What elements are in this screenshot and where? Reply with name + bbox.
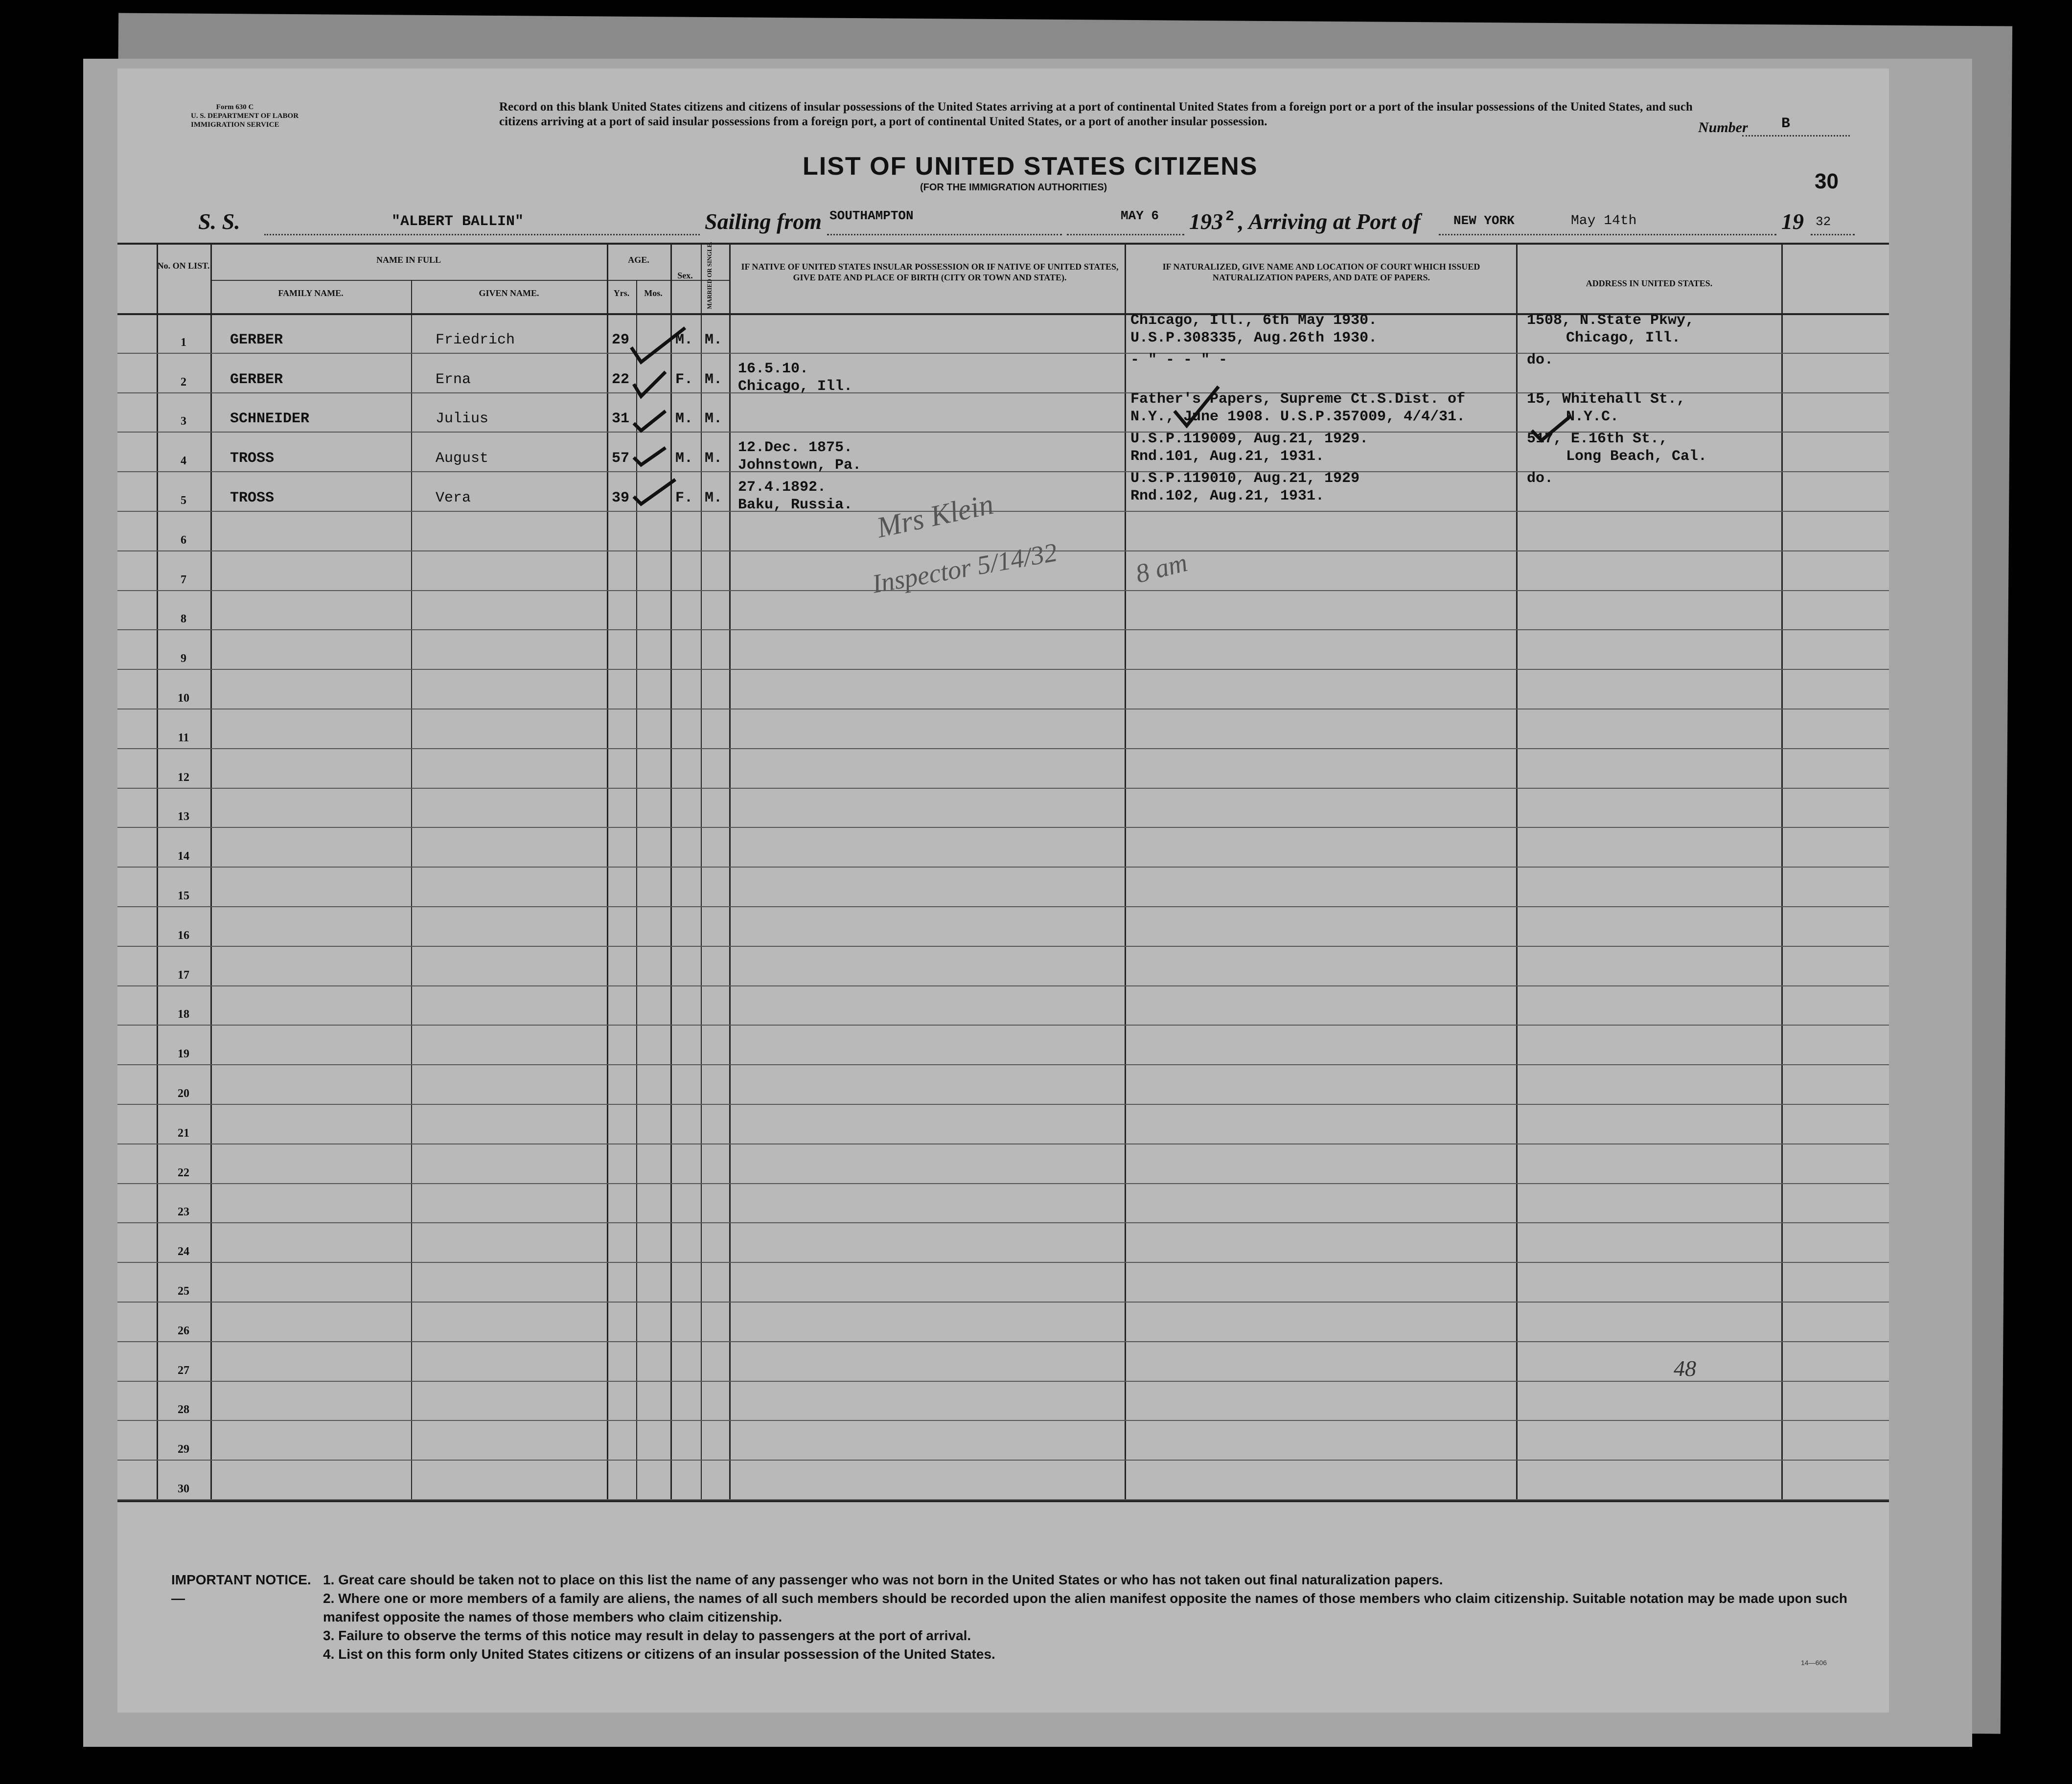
- arriving-label: , Arriving at Port of: [1238, 209, 1421, 234]
- sailing-year-prefix: 193: [1189, 209, 1223, 234]
- entry-given: Vera: [436, 490, 471, 506]
- column-divider: [411, 280, 412, 1500]
- row-number: 19: [178, 1048, 189, 1061]
- sailing-label: Sailing from: [705, 209, 822, 234]
- form-instructions: Record on this blank United States citizens and citizens of insular possessions of the United States arriving at a port of continental United States from a foreign port or a port of the insular possessions of the United States, and such citizens arriving at a port of said insular possessions from a foreign port, a port of continental United States, or a port of another insular possession.: [499, 100, 1693, 128]
- arrival-date: May 14th: [1571, 213, 1637, 229]
- entry-addr1: 1508, N.State Pkwy,: [1527, 312, 1695, 329]
- arrival-year-prefix: 19: [1781, 209, 1804, 234]
- row-number: 21: [178, 1126, 189, 1140]
- entry-marital: M.: [705, 371, 723, 388]
- header-native-birth: IF NATIVE OF UNITED STATES INSULAR POSSESSION OR IF NATIVE OF UNITED STATES, GIVE DATE AND PLACE OF BIRTH (CITY OR TOWN AND STATE).: [741, 262, 1119, 282]
- header-given-name: GIVEN NAME.: [479, 288, 539, 298]
- entry-given: Erna: [436, 371, 471, 388]
- row-number: 10: [178, 692, 189, 705]
- entry-birth2: Chicago, Ill.: [738, 378, 853, 395]
- row-number: 15: [178, 890, 189, 902]
- entry-birth1: 12.Dec. 1875.: [738, 439, 853, 457]
- entry-birth1: 16.5.10.: [738, 360, 809, 377]
- row-rule: [117, 1104, 1889, 1105]
- row-number: 17: [178, 968, 189, 982]
- table-bottom-rule: [117, 1500, 1889, 1502]
- entry-yrs: 29: [612, 331, 630, 348]
- row-number: 18: [178, 1008, 189, 1021]
- header-married-single: MARRIED OR SINGLE.: [706, 242, 713, 309]
- row-number: 30: [178, 1483, 189, 1495]
- form-department: U. S. DEPARTMENT OF LABOR: [191, 112, 299, 120]
- handwritten-note-time: 8 am: [1132, 548, 1191, 589]
- notice-item: 4. List on this form only United States citizens or citizens of an insular possession of the United States.: [323, 1647, 995, 1662]
- row-number: 22: [178, 1166, 189, 1179]
- row-number: 23: [178, 1206, 189, 1219]
- entry-birth2: Johnstown, Pa.: [738, 457, 862, 474]
- row-number: 3: [181, 415, 186, 428]
- row-number: 2: [181, 375, 186, 389]
- entry-family: SCHNEIDER: [230, 411, 310, 428]
- row-rule: [117, 748, 1889, 749]
- header-family-name: FAMILY NAME.: [278, 288, 344, 298]
- entry-nat1: U.S.P.119009, Aug.21, 1929.: [1130, 431, 1369, 448]
- row-number: 4: [181, 455, 186, 468]
- entry-nat1: U.S.P.119010, Aug.21, 1929: [1130, 470, 1360, 487]
- row-number: 6: [181, 533, 186, 547]
- row-rule: [117, 827, 1889, 828]
- row-rule: [117, 1341, 1889, 1342]
- notice-list: [323, 1571, 1855, 1664]
- citizens-list-form: [117, 69, 1889, 1713]
- ship-name: "ALBERT BALLIN": [391, 213, 524, 230]
- header-name-in-full: NAME IN FULL: [376, 255, 441, 265]
- row-rule: [117, 1222, 1889, 1223]
- entry-addr1: 517, E.16th St.,: [1527, 431, 1668, 448]
- entry-nat2: N.Y., June 1908. U.S.P.357009, 4/4/31.: [1130, 409, 1466, 426]
- row-number: 20: [178, 1087, 189, 1100]
- entry-marital: M.: [705, 490, 723, 506]
- entry-addr2: Long Beach, Cal.: [1566, 448, 1707, 465]
- sailing-date: MAY 6: [1121, 208, 1159, 223]
- header-sex: Sex.: [677, 271, 693, 280]
- row-rule: [117, 471, 1889, 472]
- row-number: 11: [178, 731, 189, 744]
- arrival-port: NEW YORK: [1453, 213, 1515, 228]
- handwritten-note-inspector: Inspector 5/14/32: [870, 537, 1059, 599]
- page-number: 30: [1815, 169, 1839, 193]
- number-value: B: [1781, 115, 1791, 132]
- entry-nat1: Father's Papers, Supreme Ct.S.Dist. of: [1130, 391, 1466, 408]
- row-rule: [117, 1183, 1889, 1184]
- entry-addr2: N.Y.C.: [1566, 409, 1619, 426]
- row-rule: [117, 511, 1889, 512]
- row-number: 28: [178, 1403, 189, 1417]
- sailing-year-suffix: 2: [1225, 208, 1235, 225]
- header-address: ADDRESS IN UNITED STATES.: [1586, 278, 1713, 288]
- row-rule: [117, 1381, 1889, 1382]
- entry-sex: M.: [675, 450, 693, 467]
- entry-sex: F.: [675, 371, 693, 388]
- entry-birth2: Baku, Russia.: [738, 497, 853, 513]
- row-number: 12: [178, 771, 189, 784]
- ss-label: S. S.: [198, 209, 240, 234]
- header-naturalized: IF NATURALIZED, GIVE NAME AND LOCATION OF COURT WHICH ISSUED NATURALIZATION PAPERS, AND DATE OF PAPERS.: [1162, 262, 1480, 282]
- name-subheader-rule: [210, 280, 729, 281]
- entry-sex: M.: [675, 411, 693, 428]
- entry-marital: M.: [705, 411, 723, 428]
- row-rule: [117, 1064, 1889, 1065]
- entry-yrs: 22: [612, 371, 630, 388]
- handwritten-stamp: 48: [1674, 1356, 1696, 1381]
- row-rule: [117, 1460, 1889, 1461]
- form-service: IMMIGRATION SERVICE: [191, 121, 279, 129]
- row-rule: [117, 1499, 1889, 1500]
- row-number: 29: [178, 1443, 189, 1456]
- entry-sex: F.: [675, 490, 693, 506]
- sailing-port: SOUTHAMPTON: [829, 208, 914, 223]
- ship-underline: [264, 234, 700, 235]
- row-rule: [117, 906, 1889, 907]
- entry-yrs: 31: [612, 411, 630, 428]
- sailing-date-underline: [1067, 234, 1184, 235]
- entry-family: TROSS: [230, 490, 275, 506]
- entry-marital: M.: [705, 331, 723, 348]
- page-title: LIST OF UNITED STATES CITIZENS: [803, 152, 1258, 181]
- check-marks-icon: [612, 318, 710, 543]
- table-top-rule: [117, 243, 1889, 245]
- header-age: AGE.: [628, 255, 649, 265]
- notice-item: 1. Great care should be taken not to place on this list the name of any passenger who was not born in the United States or who has not taken out final naturalization papers.: [323, 1572, 1443, 1587]
- row-rule: [117, 1302, 1889, 1303]
- entry-addr1: 15, Whitehall St.,: [1527, 391, 1686, 408]
- row-number: 1: [181, 336, 186, 349]
- entry-family: TROSS: [230, 450, 275, 467]
- row-number: 5: [181, 494, 186, 507]
- header-months: Mos.: [644, 288, 663, 298]
- number-label: Number: [1698, 119, 1748, 136]
- entry-nat2: U.S.P.308335, Aug.26th 1930.: [1130, 329, 1378, 346]
- form-id: [191, 103, 299, 129]
- row-rule: [117, 1420, 1889, 1421]
- check-mark-icon: [1527, 411, 1576, 450]
- notice-item: 3. Failure to observe the terms of this notice may result in delay to passengers at the port of arrival.: [323, 1628, 971, 1643]
- entry-given: August: [436, 450, 489, 467]
- arrival-year-underline: [1811, 234, 1855, 235]
- entry-addr2: Chicago, Ill.: [1566, 329, 1681, 346]
- entry-given: Friedrich: [436, 331, 515, 348]
- form-number: Form 630 C: [216, 103, 254, 111]
- row-number: 25: [178, 1285, 189, 1298]
- entry-yrs: 39: [612, 490, 630, 506]
- row-number: 24: [178, 1245, 189, 1258]
- row-rule: [117, 985, 1889, 986]
- row-number: 26: [178, 1324, 189, 1337]
- header-years: Yrs.: [613, 288, 630, 298]
- entry-sex: M.: [675, 331, 693, 348]
- sailing-port-underline: [827, 234, 1062, 235]
- row-rule: [117, 669, 1889, 670]
- entry-nat1: Chicago, Ill., 6th May 1930.: [1130, 312, 1378, 329]
- handwritten-note-name: Mrs Klein: [874, 487, 996, 544]
- row-rule: [117, 629, 1889, 630]
- row-rule: [117, 1025, 1889, 1026]
- header-no-on-list: No. ON LIST.: [157, 261, 210, 271]
- notice-heading: IMPORTANT NOTICE.—: [171, 1572, 311, 1606]
- entry-nat2: Rnd.101, Aug.21, 1931.: [1130, 448, 1325, 465]
- entry-birth1: 27.4.1892.: [738, 479, 827, 496]
- arrival-year-suffix: 32: [1816, 214, 1831, 229]
- number-underline: [1742, 135, 1850, 137]
- row-number: 16: [178, 929, 189, 942]
- row-number: 27: [178, 1364, 189, 1377]
- arrival-underline: [1439, 234, 1776, 235]
- entry-nat2: Rnd.102, Aug.21, 1931.: [1130, 488, 1325, 504]
- row-number: 7: [181, 573, 186, 586]
- entry-family: GERBER: [230, 331, 283, 348]
- row-rule: [117, 1262, 1889, 1263]
- entry-addr1: do.: [1527, 470, 1554, 487]
- entry-marital: M.: [705, 450, 723, 467]
- check-mark-icon: [1170, 382, 1228, 440]
- notice-item: 2. Where one or more members of a family are aliens, the names of all such members should be recorded upon the alien manifest opposite the names of those members who claim citizenship. Suitable notation may be made upon such manifest opposite the names of those members who claim citizenship.: [323, 1591, 1847, 1624]
- row-rule: [117, 867, 1889, 868]
- row-number: 13: [178, 810, 189, 823]
- entry-nat1: - " - - " -: [1130, 351, 1228, 368]
- row-number: 14: [178, 850, 189, 863]
- entry-given: Julius: [436, 411, 489, 428]
- page-subtitle: (FOR THE IMMIGRATION AUTHORITIES): [920, 182, 1107, 193]
- row-number: 9: [181, 652, 186, 665]
- row-rule: [117, 946, 1889, 947]
- entry-family: GERBER: [230, 371, 283, 388]
- entry-yrs: 57: [612, 450, 630, 467]
- row-rule: [117, 788, 1889, 789]
- row-rule: [117, 353, 1889, 354]
- entry-addr1: do.: [1527, 351, 1554, 368]
- footer-code: 14—606: [1801, 1659, 1827, 1667]
- row-number: 8: [181, 613, 186, 626]
- row-rule: [117, 590, 1889, 591]
